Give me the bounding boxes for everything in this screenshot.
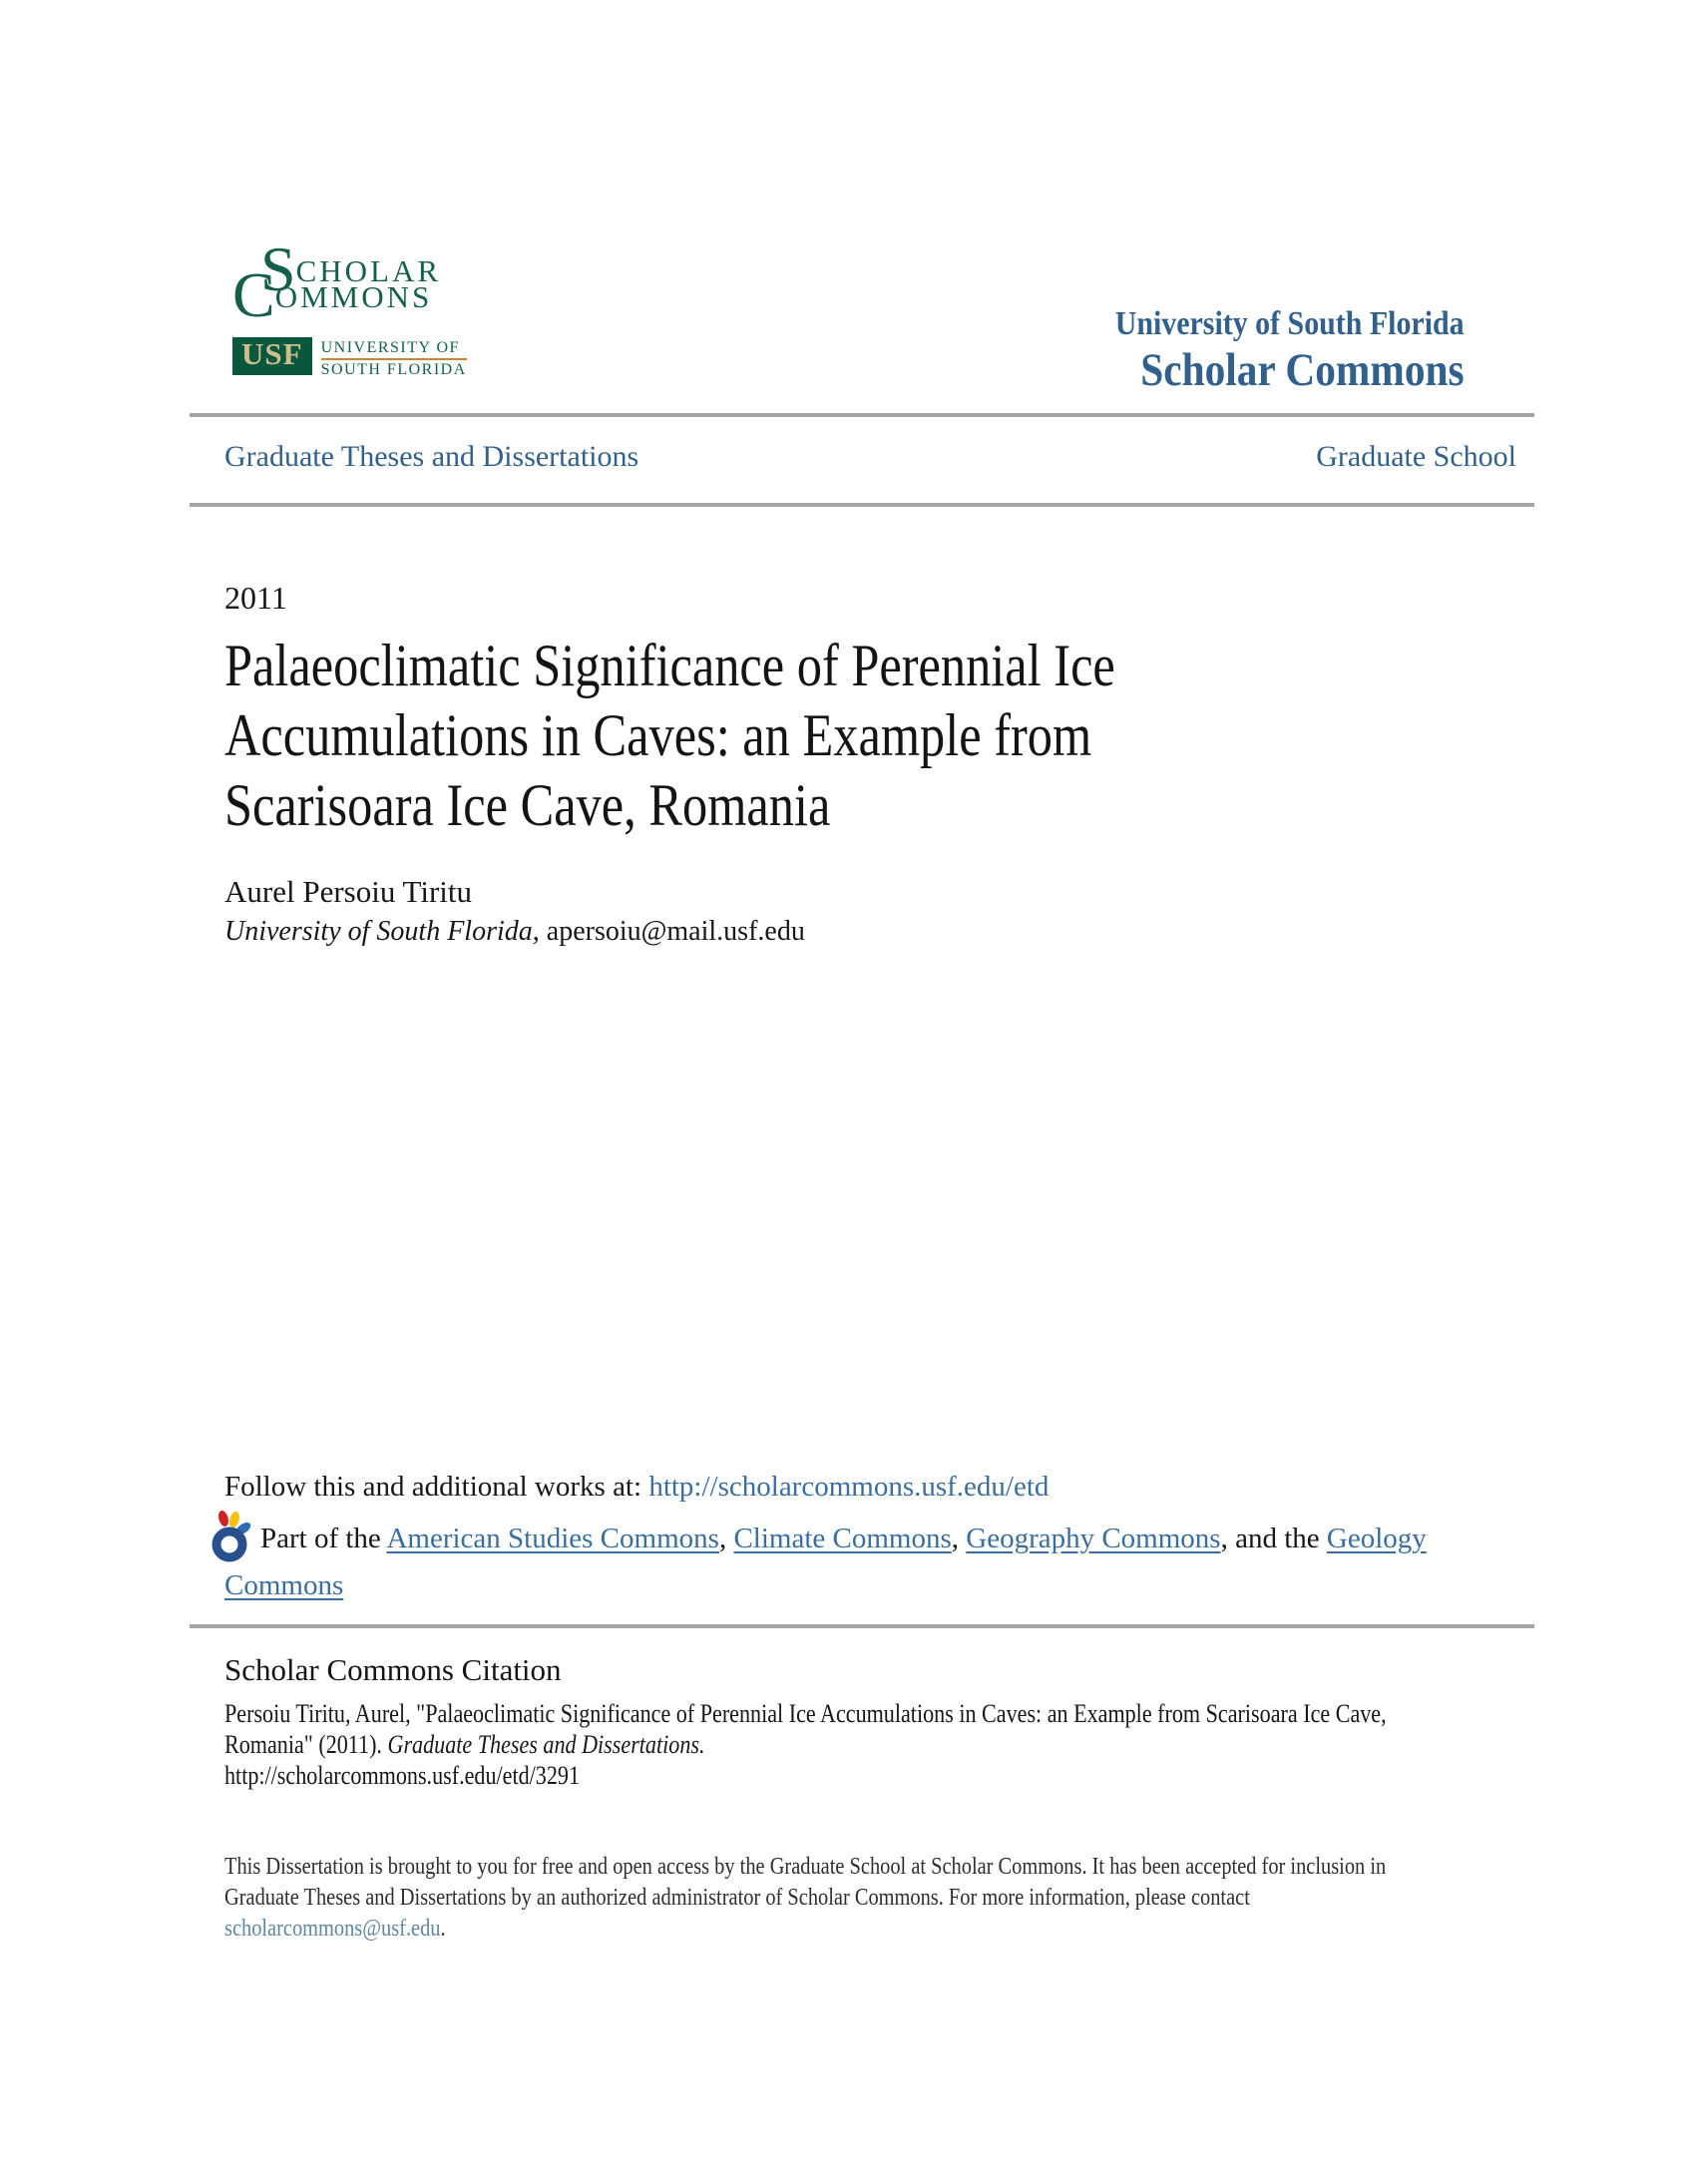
link-climate-commons[interactable]: Climate Commons xyxy=(733,1523,952,1554)
access-statement-line: This Dissertation is brought to you for free and open access by the Graduate School at Scholar Commons. It has been accepted for inclusion in xyxy=(224,1854,1387,1880)
divider-citation xyxy=(190,1624,1534,1628)
link-geology-commons[interactable]: Geology Commons xyxy=(224,1523,1427,1601)
usf-wordmark-line2: SOUTH FLORIDA xyxy=(320,360,467,378)
citation-url: http://scholarcommons.usf.edu/etd/3291 xyxy=(224,1761,581,1790)
nav-link-graduate-school[interactable]: Graduate School xyxy=(1316,440,1516,473)
access-statement-line: Graduate Theses and Dissertations by an authorized administrator of Scholar Commons. For more information, please contact xyxy=(224,1885,1250,1911)
article-title xyxy=(224,631,1115,840)
usf-wordmark xyxy=(321,337,467,378)
citation-line: Persoiu Tiritu, Aurel, "Palaeoclimatic Significance of Perennial Ice Accumulations in Caves: an Example from Scarisoara Ice Cave, xyxy=(224,1699,1387,1728)
follow-works-label: Follow this and additional works at: xyxy=(224,1471,649,1503)
article-title-line: Palaeoclimatic Significance of Perennial Ice xyxy=(224,633,1115,698)
access-statement-line xyxy=(224,1914,1386,1945)
citation-heading: Scholar Commons Citation xyxy=(224,1652,562,1687)
article-title-line: Scarisoara Ice Cave, Romania xyxy=(224,772,831,838)
divider-top xyxy=(190,413,1534,417)
institution-name: University of South Florida xyxy=(1115,305,1465,342)
author-name: Aurel Persoiu Tiritu xyxy=(224,874,473,909)
logo-word-scholar-rest: CHOLAR xyxy=(295,253,442,288)
part-of-line xyxy=(224,1510,1491,1608)
nav-link-graduate-theses[interactable]: Graduate Theses and Dissertations xyxy=(224,440,639,473)
site-name[interactable]: Scholar Commons xyxy=(1140,344,1465,397)
digital-commons-network-icon xyxy=(211,1510,252,1563)
contact-email-link[interactable]: scholarcommons@usf.edu xyxy=(224,1916,441,1942)
usf-wordmark-line1: UNIVERSITY OF xyxy=(321,339,467,360)
logo-word-commons xyxy=(232,259,433,330)
citation-line xyxy=(224,1729,1387,1760)
affiliation-email: , apersoiu@mail.usf.edu xyxy=(532,916,805,947)
publication-year: 2011 xyxy=(224,580,287,616)
citation-series-title: Graduate Theses and Dissertations. xyxy=(387,1730,705,1759)
divider-nav xyxy=(190,503,1534,507)
period: . xyxy=(440,1916,446,1942)
author-affiliation xyxy=(224,916,805,948)
affiliation-institution: University of South Florida xyxy=(224,916,533,947)
link-geography-commons[interactable]: Geography Commons xyxy=(966,1523,1221,1554)
citation-line2-normal: Romania" (2011). xyxy=(224,1730,388,1759)
separator: , xyxy=(951,1523,967,1554)
separator: , xyxy=(718,1523,734,1554)
part-of-prefix: Part of the xyxy=(260,1523,387,1554)
usf-acronym-badge: USF xyxy=(232,337,312,375)
masthead xyxy=(1115,305,1465,397)
follow-works-line xyxy=(224,1471,1049,1504)
access-statement xyxy=(224,1852,1386,1945)
logo-word-commons-rest: OMMONS xyxy=(274,279,433,314)
etd-collection-link[interactable]: http://scholarcommons.usf.edu/etd xyxy=(648,1471,1050,1503)
and-the-text: , and the xyxy=(1220,1523,1327,1554)
usf-logo xyxy=(232,337,467,378)
logo-letter-s: S xyxy=(260,233,296,304)
scholar-commons-logo[interactable] xyxy=(232,233,492,382)
citation-body xyxy=(224,1698,1387,1791)
article-title-line: Accumulations in Caves: an Example from xyxy=(224,702,1092,768)
link-american-studies-commons[interactable]: American Studies Commons xyxy=(386,1523,719,1554)
logo-letter-c: C xyxy=(232,259,275,330)
